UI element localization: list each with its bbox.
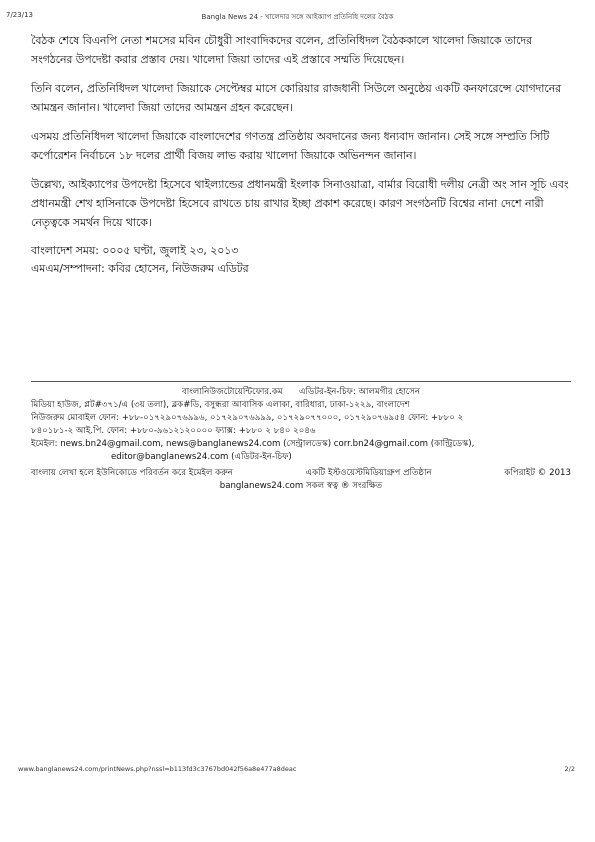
footer-phone-1: নিউজরুম মোবাইল ফোন: +৮৮-০১৭২৯০৭৬৯৯৬, ০১৭২৯০৭৬৯৯৯, ০১৭২৯০৭৭০০০, ০১৭২৯০৭৬৯৫৪ ফোন: +৮৮০ ২ <box>31 413 464 423</box>
article-paragraph: এসময় প্রতিনিধিদল খালেদা জিয়াকে বাংলাদেশের গণতন্ত্র প্রতিষ্ঠায় অবদানের জন্য ধন্যবাদ জানান। সেই সঙ্গে সম্প্রতি সিটি কর্পোরেশন নির্বাচনে ১৮ দলের প্রার্থী বিজয় লাভ করায় খালেদা জিয়াকে অভিনন্দন জানান। <box>31 130 550 162</box>
footer-phone-2: ৮৪০১৮১-২ আই.পি. ফোন: +৮৮০-৯৬১২১২০০০০ ফ্যাক্স: +৮৮০ ২ ৮৪০ ২০৪৬ <box>31 426 316 436</box>
print-date: 7/23/13 <box>6 11 33 19</box>
footer-divider <box>31 381 571 382</box>
copyright: কপিরাইট © 2013 <box>504 468 571 478</box>
footer-rights: banglanews24.com সকল স্বত্ব ® সংরক্ষিত <box>219 481 383 491</box>
editor-credit: এমএম/সম্পাদনা: কবির হোসেন, নিউজরুম এডিটর <box>31 262 249 275</box>
footer-notes <box>31 467 571 480</box>
article-body <box>31 31 571 278</box>
article-paragraph: বৈঠক শেষে বিএনপি নেতা শমসের মবিন চৌধুরী সাংবাদিকদের বলেন, প্রতিনিধিদল বৈঠককালে খালেদা জিয়াকে তাদের সংগঠনের উপদেষ্টা করার প্রস্তাব দেয়। খালেদা জিয়া তাদের এই প্রস্তাবে সম্মতি দিয়েছেন। <box>31 34 533 66</box>
footer-masthead <box>31 386 571 399</box>
page-title: Bangla News 24 - খালেদার সঙ্গে আইক্যাপ প্রতিনিধি দলের বৈঠক <box>201 13 394 21</box>
unicode-note: বাংলায় লেখা হলে ইউনিকোডে পরিবর্তন করে ইমেইল করুন <box>31 468 233 478</box>
footer-email-1[interactable]: ইমেইল: news.bn24@gmail.com, news@banglanews24.com (সেন্ট্রালডেস্ক) corr.bn24@gmail.com (কান্ট্রিডেস্ক), <box>31 439 475 449</box>
publish-time: বাংলাদেশ সময়: ০০০৫ ঘণ্টা, জুলাই ২৩, ২০১৩ <box>31 244 239 257</box>
article-paragraph: তিনি বলেন, প্রতিনিধিদল খালেদা জিয়াকে সেপ্টেম্বর মাসে কোরিয়ার রাজধানী সিউলে অনুষ্ঠেয় একটি কনফারেন্সে যোগদানের আমন্ত্রন জানান। খালেদা জিয়া তাদের আমন্ত্রন গ্রহন করেছেন। <box>31 82 562 114</box>
org-note: একটি ইস্টওয়েস্টমিডিয়াগ্রুপ প্রতিষ্ঠান <box>305 468 432 478</box>
footer-address: মিডিয়া হাউজ, প্লট#৩৭১/এ (৩য় তলা), ব্লক#ডি, বসুন্ধরা আবাসিক এলাকা, বারিধারা, ঢাকা-১২২৯, বাংলাদেশ <box>31 400 410 410</box>
site-name[interactable]: বাংলানিউজটোয়েন্টিফোর.কম <box>181 387 283 397</box>
chief-editor: এডিটর-ইন-চিফ: আলমগীর হোসেন <box>299 387 421 397</box>
print-url: www.banglanews24.com/printNews.php?nssl=b113fd3c3767bd042f56a8e477a8deac <box>18 765 297 773</box>
footer-email-2[interactable]: editor@banglanews24.com (এডিটর-ইন-চিফ) <box>111 452 292 462</box>
page-number: 2/2 <box>564 765 575 773</box>
article-paragraph: উল্লেখ্য, আইক্যাপের উপদেষ্টা হিসেবে থাইল্যান্ডের প্রধানমন্ত্রী ইংলাক সিনাওয়াত্রা, বার্মার বিরোধী দলীয় নেত্রী অং সান সূচি এবং প্রধানমন্ত্রী শেখ হাসিনাকে উপদেষ্টা হিসেবে রাখতে চায় রাখার ইচ্ছা প্রকাশ করেছে। কারণ সংগঠনটি বিশ্বের নানা দেশে নারী নেতৃত্বকে সমর্থন দিয়ে থাকে। <box>31 178 569 229</box>
site-footer <box>31 386 571 493</box>
